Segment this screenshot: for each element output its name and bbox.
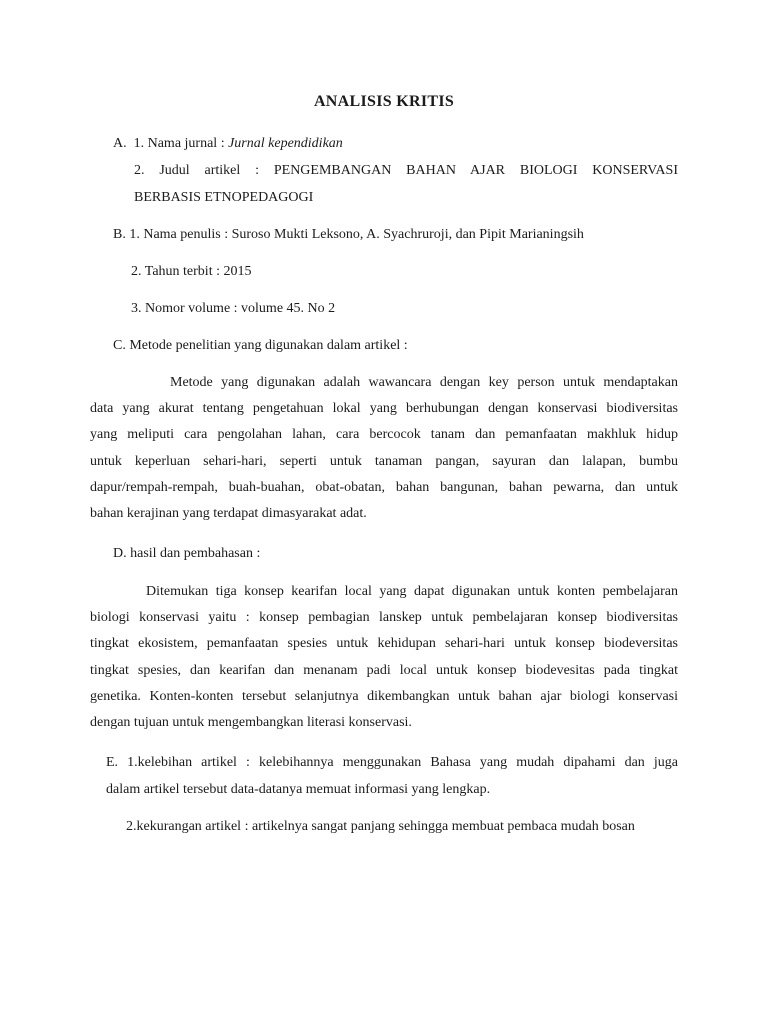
- section-c-heading: C. Metode penelitian yang digunakan dalam artikel :: [113, 338, 408, 353]
- section-d-line: biologi konservasi yaitu : konsep pembagian lanskep untuk pembelajaran konsep biodiversitas: [90, 610, 678, 626]
- section-c-line: untuk keperluan sehari-hari, seperti untuk tanaman pangan, sayuran dan lalapan, bumbu: [90, 453, 678, 469]
- section-b-item-2: 2. Tahun terbit : 2015: [131, 264, 252, 279]
- section-c-line: dapur/rempah-rempah, buah-buahan, obat-obatan, bahan bangunan, bahan pewarna, dan untuk: [90, 479, 678, 495]
- section-e-item-1-line-1: E. 1.kelebihan artikel : kelebihannya menggunakan Bahasa yang mudah dipahami dan juga: [106, 755, 678, 770]
- section-d-line: tingkat ekosistem, pemanfaatan spesies untuk kehidupan sehari-hari untuk konsep biodeversitas: [90, 636, 678, 652]
- journal-name-label: A. 1. Nama jurnal :: [113, 136, 229, 151]
- section-c-line: data yang akurat tentang pengetahuan lokal yang berhubungan dengan konservasi biodiversitas: [90, 401, 678, 417]
- section-a-item-2-line-1: 2. Judul artikel : PENGEMBANGAN BAHAN AJAR BIOLOGI KONSERVASI: [134, 163, 678, 178]
- section-c-line: bahan kerajinan yang terdapat dimasyarakat adat.: [90, 505, 367, 521]
- section-c-line: Metode yang digunakan adalah wawancara dengan key person untuk mendaptakan: [170, 375, 678, 390]
- journal-name-value: Jurnal kependidikan: [228, 136, 343, 151]
- section-c-line: yang meliputi cara pengolahan lahan, cara bercocok tanam dan pemanfaatan makhluk hidup: [90, 427, 678, 443]
- section-d-paragraph: [90, 579, 678, 736]
- section-d-line: dengan tujuan untuk mengembangkan literasi konservasi.: [90, 714, 412, 730]
- section-b-item-1: B. 1. Nama penulis : Suroso Mukti Leksono, A. Syachruroji, dan Pipit Marianingsih: [113, 227, 584, 242]
- section-c-paragraph: [90, 370, 678, 527]
- section-d-line: Ditemukan tiga konsep kearifan local yang dapat digunakan untuk konten pembelajaran: [146, 584, 678, 599]
- section-a-item-2-line-2: BERBASIS ETNOPEDAGOGI: [134, 190, 314, 205]
- section-d-heading: D. hasil dan pembahasan :: [113, 546, 261, 561]
- section-d-line: genetika. Konten-konten tersebut selanjutnya dikembangkan untuk bahan ajar biologi konservasi: [90, 688, 678, 704]
- section-d-line: tingkat spesies, dan kearifan dan menanam padi local untuk konsep biodevesitas pada tingkat: [90, 662, 678, 678]
- page-title: ANALISIS KRITIS: [313, 93, 455, 110]
- section-e-item-1-line-2: dalam artikel tersebut data-datanya memuat informasi yang lengkap.: [106, 782, 491, 797]
- section-a-item-1: [113, 135, 343, 153]
- section-b-item-3: 3. Nomor volume : volume 45. No 2: [131, 301, 336, 316]
- section-e-item-2: 2.kekurangan artikel : artikelnya sangat panjang sehingga membuat pembaca mudah bosan: [126, 819, 635, 834]
